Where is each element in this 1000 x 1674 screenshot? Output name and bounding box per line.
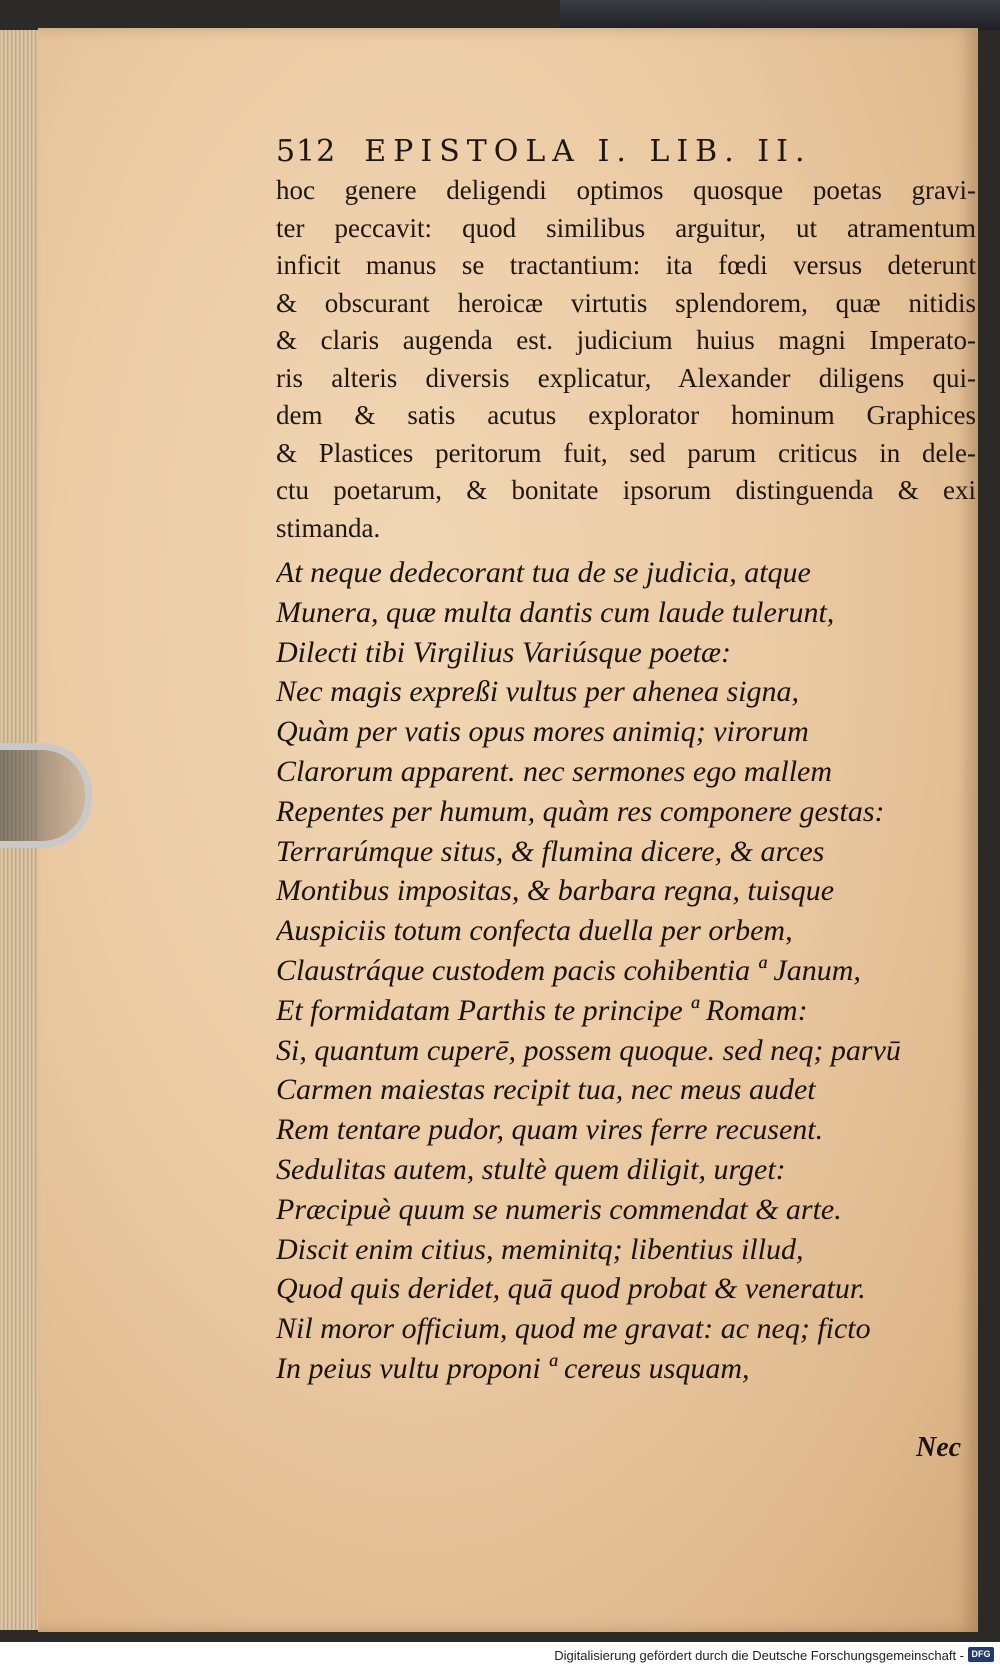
verse-line: Claustráque custodem pacis cohibentia ª Janum, (276, 953, 861, 987)
verse-line: Nec magis expreßi vultus per ahenea signa, (276, 675, 799, 709)
commentary-paragraph (276, 172, 976, 547)
page-number: 512 (276, 134, 337, 169)
verse-line: Præcipuè quum se numeris commendat & arte. (276, 1192, 842, 1226)
running-head-title: EPISTOLA I. LIB. II. (364, 134, 812, 169)
verse-line: Rem tentare pudor, quam vires ferre recusent. (276, 1113, 824, 1147)
funding-credit: Digitalisierung gefördert durch die Deutsche Forschungsgemeinschaft - (554, 1648, 964, 1663)
commentary-line: hoc genere deligendi optimos quosque poetas gravi- (276, 175, 976, 205)
commentary-line: dem & satis acutus explorator hominum Graphices (276, 400, 976, 430)
commentary-line: & obscurant heroicæ virtutis splendorem, quæ nitidis (276, 287, 976, 318)
verse-line: Sedulitas autem, stultè quem diligit, urget: (276, 1152, 786, 1186)
verse-line: Nil moror officium, quod me gravat: ac neq; ficto (276, 1312, 871, 1346)
book-clasp (0, 743, 92, 848)
verse-line: Carmen maiestas recipit tua, nec meus audet (276, 1073, 816, 1107)
verse-line: Et formidatam Parthis te principe ª Romam: (276, 993, 808, 1027)
commentary-line: ter peccavit: quod similibus arguitur, ut atramentum (276, 212, 976, 243)
verse-line: At neque dedecorant tua de se judicia, atque (276, 556, 811, 589)
catchword: Nec (916, 1432, 962, 1463)
verse-line: Si, quantum cuperē, possem quoque. sed neq; parvū (276, 1033, 901, 1067)
verse-line: Munera, quæ multa dantis cum laude tulerunt, (276, 595, 835, 629)
verse-line: In peius vultu proponi ª cereus usquam, (276, 1351, 750, 1385)
dfg-logo: DFG (968, 1647, 994, 1662)
commentary-line: stimanda. (276, 512, 381, 543)
verse-block (276, 553, 976, 1389)
commentary-line: inficit manus se tractantium: ita fœdi versus deterunt (276, 250, 976, 280)
verse-line: Montibus impositas, & barbara regna, tuisque (276, 874, 835, 908)
verse-line: Auspiciis totum confecta duella per orbem, (276, 914, 793, 948)
verse-line: Quod quis deridet, quā quod probat & veneratur. (276, 1272, 866, 1306)
verse-line: Quàm per vatis opus mores animiq; virorum (276, 715, 809, 749)
verse-line: Clarorum apparent. nec sermones ego mallem (276, 754, 833, 788)
verse-line: Terrarúmque situs, & flumina dicere, & arces (276, 834, 825, 868)
commentary-line: & Plastices peritorum fuit, sed parum criticus in dele- (276, 437, 976, 468)
verse-line: Dilecti tibi Virgilius Variúsque poetæ: (276, 635, 731, 669)
commentary-line: ctu poetarum, & bonitate ipsorum distinguenda & exi (276, 475, 976, 505)
commentary-line: & claris augenda est. judicium huius magni Imperato- (276, 325, 976, 355)
commentary-line: ris alteris diversis explicatur, Alexander diligens qui- (276, 362, 976, 393)
verse-line: Repentes per humum, quàm res componere gestas: (276, 794, 885, 828)
book-cover-edge (560, 0, 1000, 30)
verse-line: Discit enim citius, meminitq; libentius illud, (276, 1232, 804, 1266)
